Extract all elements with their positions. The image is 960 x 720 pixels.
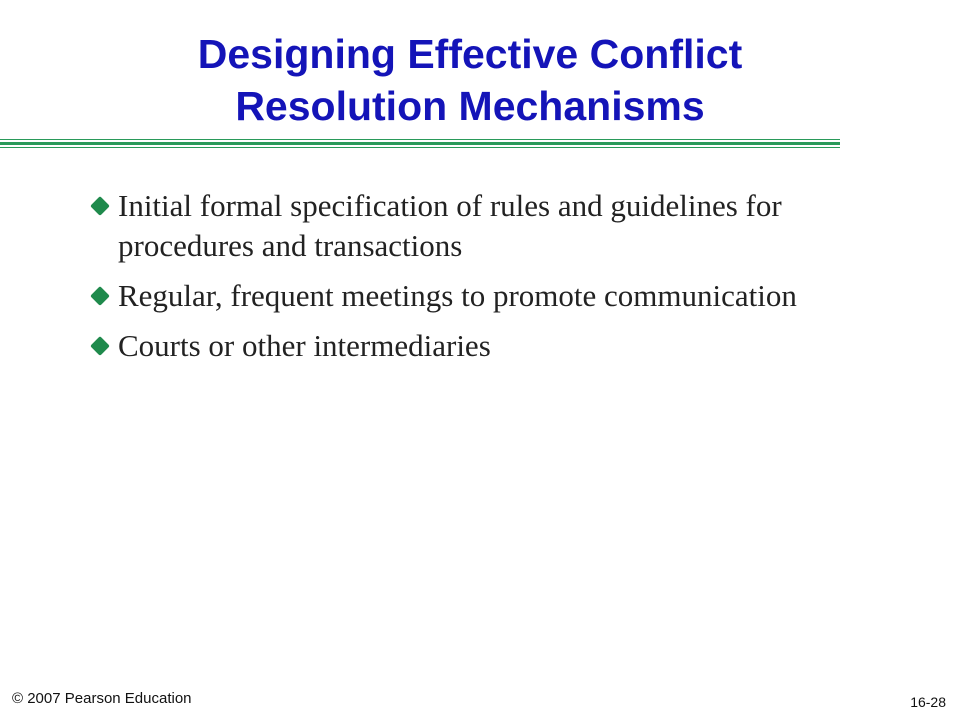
bullet-item (88, 186, 888, 266)
slide-title-line-1: Designing Effective Conflict (197, 31, 743, 77)
green-diamond-bullet-icon (90, 196, 110, 216)
slide-title (40, 28, 900, 132)
green-diamond-bullet-icon (90, 336, 110, 356)
green-diamond-bullet-icon (90, 286, 110, 306)
title-divider (0, 139, 840, 148)
bullet-item (88, 276, 888, 316)
page-number: 16-28 (910, 694, 946, 710)
slide-title-line-2: Resolution Mechanisms (235, 83, 705, 129)
footer-copyright: © 2007 Pearson Education (12, 690, 192, 707)
bullet-list (88, 186, 888, 376)
bullet-text: Courts or other intermediaries (118, 328, 491, 363)
bullet-item (88, 326, 888, 366)
bullet-text: Regular, frequent meetings to promote communication (118, 278, 797, 313)
bullet-text: Initial formal specification of rules and guidelines for procedures and transactions (118, 188, 782, 263)
